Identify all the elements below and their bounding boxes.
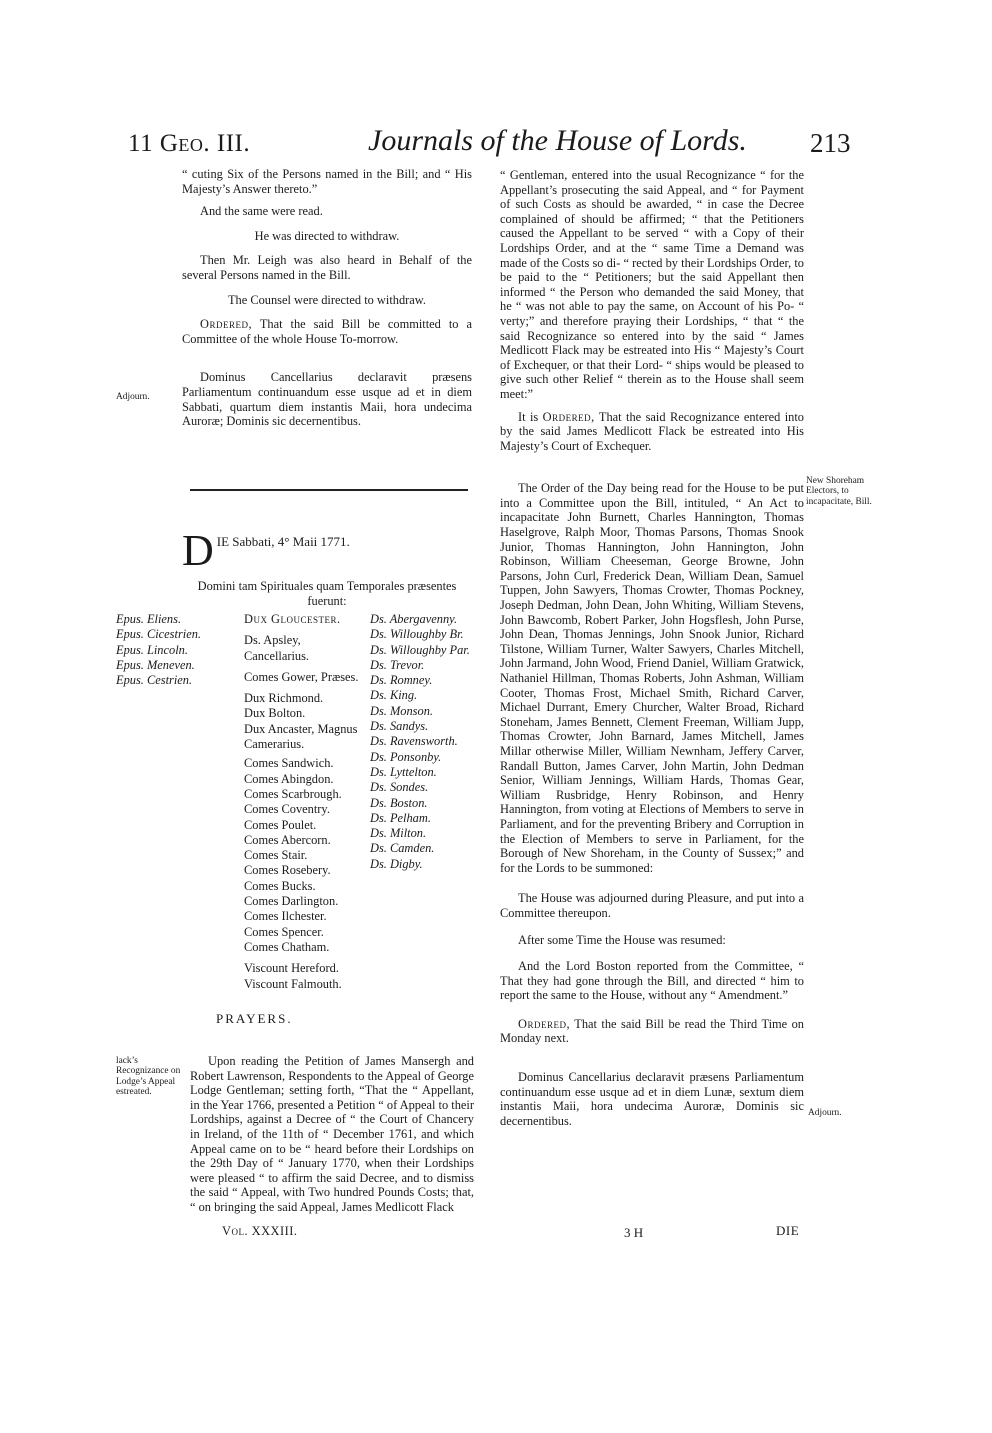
list-item: Ds. Willoughby Br.	[370, 627, 464, 642]
petition-block	[190, 1054, 474, 1215]
running-head-session: 11 Geo. III.	[128, 130, 251, 157]
volume-footer: Vol. XXXIII.	[222, 1224, 298, 1238]
paragraph-read: And the same were read.	[200, 204, 323, 219]
list-item: Comes Scarbrough.	[244, 786, 342, 801]
list-item: Dux Richmond.	[244, 691, 324, 706]
list-item: Comes Poulet.	[244, 817, 317, 832]
list-item: Epus. Cicestrien.	[116, 627, 202, 642]
paragraph-petition: Upon reading the Petition of James Mansergh and Robert Lawrenson, Respondents to the Appeal of George Lodge Gentleman; setting forth, “That the “ Appellant, in the Year 1766, presented a Petition “ of Appeal to their Lordships, against a Decree of “ the Court of Chancery in Ireland, of the 11th of “ December 1761, and which Appeal came on to be “ heard before their Lordships on the 29th Day of “ January 1770, when their Lordships were pleased “ to affirm the said Decree, and to dismiss the said “ Appeal, with Two hundred Pounds Costs; that, “ on bringing the said Appeal, James Medlicott Flack	[190, 1054, 474, 1214]
list-item: Ds. Pelham.	[370, 810, 431, 825]
list-item: Comes Abercorn.	[244, 832, 331, 847]
list-item: Epus. Cestrien.	[116, 673, 193, 688]
paragraph-house-adjourned: The House was adjourned during Pleasure, and put into a Committee thereupon.	[500, 891, 804, 920]
margin-note-flack: lack’s Recognizance on Lodge’s Appeal estreated.	[116, 1056, 181, 1098]
signature-mark: 3 H	[624, 1225, 644, 1240]
paragraph-new-shoreham-bill: The Order of the Day being read for the House to be put into a Committee upon the Bill, intituled, “ An Act to incapacitate John Burnett, Charles Hannington, Thomas Haselgrove, Ralph Moor, Thomas Parsons, Thomas Snook Junior, Thomas Hannington, John Hannington, John Robinson, William Cheeseman, George Browne, John Parsons, John Curl, Frederick Dean, William Dean, Samuel Tuppen, John Sawyers, Thomas Crowter, Thomas Pockney, Joseph Dedman, John Dean, John Whiting, William Stevens, John Bawcomb, Robert Parker, John Hogsflesh, John Purse, John Dean, Thomas Jennings, John Snook Junior, Richard Tilstone, William Turner, Walter Sawyers, Charles Mitchell, John Jarmand, John Wood, Friend Daniel, William Gratwick, Nathaniel Hillman, Thomas Roberts, John Ashman, William Cooter, Thomas Frost, Michael Smith, Richard Carver, Michael Durrant, Emery Churcher, Walter Broad, Richard Stoneham, James Bennett, Clement Freeman, William Jupp, Thomas Crowter, John Barnard, James Mitchell, James Millar otherwise Miller, William Newnham, Jeffery Carver, Randall Button, James Carver, John Martin, John Dedman Senior, William Jennings, William Hards, Thomas Gear, William Rusbridge, Henry Robinson, and Henry Hannington, from voting at Elections of Members to serve in Parliament, and for the preventing Bribery and Corruption in the Election of Members to serve in Parliament, for the Borough of New Shoreham, in the County of Sussex;” and for the Lords to be summoned:	[500, 481, 804, 875]
list-item: Ds. Milton.	[370, 826, 427, 841]
margin-note-adjourn: Adjourn.	[116, 392, 150, 402]
margin-note-adjourn-right: Adjourn.	[808, 1108, 842, 1118]
list-item: Ds. Apsley, Cancellarius.	[244, 633, 310, 663]
list-item: Ds. Camden.	[370, 841, 435, 856]
running-head-title: Journals of the House of Lords.	[368, 124, 747, 157]
list-item: Ds. Lyttelton.	[370, 764, 437, 779]
list-item: Dux Ancaster, Magnus Camerarius.	[244, 721, 358, 752]
domini-line: Domini tam Spirituales quam Temporales præsentes fuerunt:	[197, 579, 457, 608]
paragraph-leigh: Then Mr. Leigh was also heard in Behalf of the several Persons named in the Bill.	[182, 253, 472, 282]
list-item: Ds. Monson.	[370, 703, 433, 718]
paragraph-adjourn: Dominus Cancellarius declaravit præsens Parliamentum continuandum esse usque ad et in diem Sabbati, quartum diem instantis Maii, hora undecima Auroræ; Dominis sic decernentibus.	[182, 370, 472, 429]
list-item: Viscount Hereford.	[244, 961, 339, 976]
list-item: Ds. Ravensworth.	[370, 734, 458, 749]
list-item: Comes Bucks.	[244, 878, 316, 893]
section-divider	[190, 489, 468, 491]
list-item: Ds. Sandys.	[370, 719, 429, 734]
page-number: 213	[810, 128, 851, 158]
margin-note-new-shoreham: New Shoreham Electors, to incapacitate, Bill.	[806, 476, 872, 507]
list-item: Comes Gower, Præses.	[244, 669, 359, 684]
list-item: Comes Abingdon.	[244, 771, 334, 786]
paragraph-adjourn-monday: Dominus Cancellarius declaravit præsens Parliamentum continuandum esse usque ad et in diem Lunæ, sextum diem instantis Maii, hora undecima Auroræ, Dominis sic decernentibus.	[500, 1070, 804, 1128]
list-item: Ds. Willoughby Par.	[370, 642, 470, 657]
paragraph-counsel-withdraw: The Counsel were directed to withdraw.	[227, 292, 427, 307]
lords-right-list	[370, 612, 480, 872]
list-item: Comes Sandwich.	[244, 756, 334, 771]
list-item: Viscount Falmouth.	[244, 976, 342, 991]
list-item: Ds. Digby.	[370, 856, 423, 871]
paragraph-committed: Ordered, That the said Bill be committed to a Committee of the whole House To-morrow.	[182, 317, 472, 346]
lords-middle-list	[244, 612, 364, 992]
paragraph-house-resumed: After some Time the House was resumed:	[518, 932, 726, 947]
paragraph-estreated: It is Ordered, That the said Recognizance entered into by the said James Medlicott Flack be estreated into His Majesty’s Court of Exchequer.	[500, 409, 805, 453]
list-item: Epus. Eliens.	[116, 612, 182, 626]
list-item: Dux Gloucester.	[244, 612, 341, 626]
list-item: Comes Darlington.	[244, 894, 339, 909]
list-item: Comes Ilchester.	[244, 909, 327, 924]
die-heading: IE Sabbati, 4° Maii 1771.	[216, 534, 350, 549]
list-item: Ds. Abergavenny.	[370, 612, 458, 626]
right-column	[500, 168, 804, 1128]
list-item: Ds. Sondes.	[370, 780, 429, 795]
paragraph-third-reading: Ordered, That the said Bill be read the Third Time on Monday next.	[500, 1016, 804, 1046]
list-item: Comes Chatham.	[244, 939, 330, 954]
list-item: Ds. King.	[370, 688, 418, 703]
left-column	[182, 167, 472, 429]
list-item: Ds. Trevor.	[370, 657, 425, 672]
list-item: Ds. Romney.	[370, 673, 433, 688]
prayers-heading: PRAYERS.	[216, 1011, 293, 1026]
list-item: Epus. Lincoln.	[116, 642, 188, 657]
list-item: Ds. Boston.	[370, 795, 428, 810]
paragraph-withdraw: He was directed to withdraw.	[254, 228, 400, 243]
list-item: Comes Spencer.	[244, 924, 324, 939]
list-item: Ds. Ponsonby.	[370, 749, 442, 764]
list-item: Comes Rosebery.	[244, 863, 331, 878]
list-item: Epus. Meneven.	[116, 657, 195, 672]
list-item: Dux Bolton.	[244, 706, 306, 721]
bishops-list	[116, 612, 226, 688]
paragraph-boston-report: And the Lord Boston reported from the Committee, “ That they had gone through the Bill, and directed “ him to report the same to the House, without any “ Amendment.”	[500, 959, 804, 1003]
list-item: Comes Stair.	[244, 848, 308, 863]
list-item: Comes Coventry.	[244, 802, 330, 817]
drop-capital: D	[182, 526, 214, 575]
paragraph-counsel-cont: “ cuting Six of the Persons named in the Bill; and “ His Majesty’s Answer thereto.”	[182, 167, 472, 196]
die-heading-block	[182, 526, 472, 608]
catchword: DIE	[776, 1223, 800, 1238]
paragraph-recognizance: “ Gentleman, entered into the usual Recognizance “ for the Appellant’s prosecuting the said Appeal, and “ for Payment of such Costs as should be awarded, “ in case the Decree complained of should be affirmed; “ that the Petitioners caused the Appellant to be served “ with a Copy of their Lordships Order, and at the “ same Time a Demand was made of the Costs so di- “ rected by their Lordships Order, to be paid to the “ Petitioners; but the said Appellant then informed “ the Person who demanded the said Money, that he “ was not able to pay the same, on Account of his Po- “ verty;” and therefore praying their Lordships, “ that “ the said Recognizance so entered into by the said “ James Medlicott Flack may be estreated into His “ Majesty’s Court of Exchequer, or that their Lord- “ ships would be pleased to give such other Relief “ therein as to the House shall seem meet:”	[500, 168, 804, 401]
